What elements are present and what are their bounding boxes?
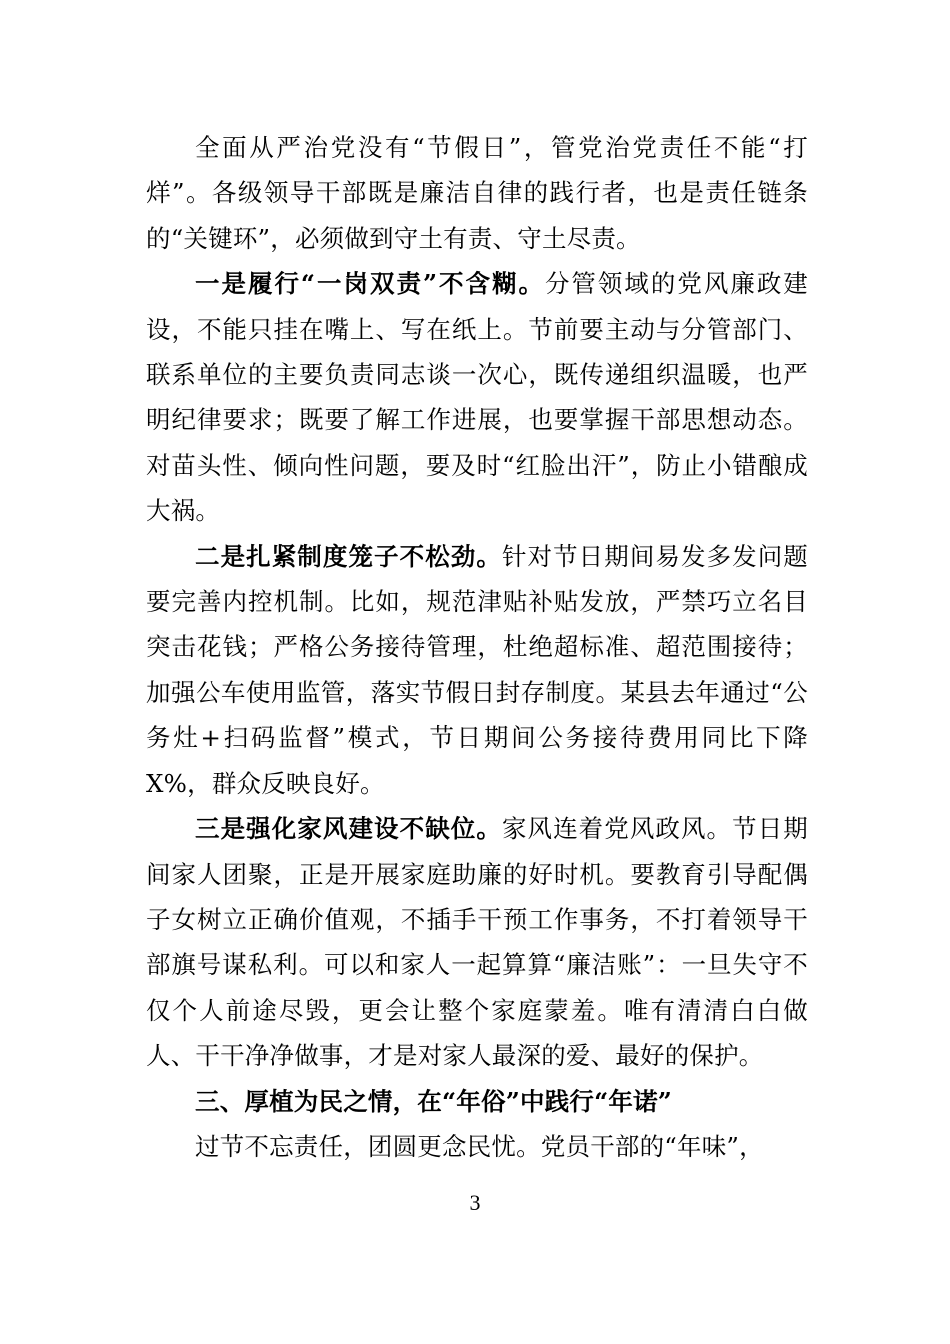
paragraph-text: 分管领域的党风廉政建设，不能只挂在嘴上、写在纸上。节前要主动与分管部门、联系单位的主要负责同志谈一次心，既传递组织温暖，也严明纪律要求；既要了解工作进展，也要掌握干部思想动态。对苗头性、倾向性问题，要及时“红脸出汗”，防止小错酿成大祸。	[146, 269, 809, 526]
paragraph-text: 全面从严治党没有“节假日”，管党治党责任不能“打烊”。各级领导干部既是廉洁自律的践行者，也是责任链条的“关键环”，必须做到守土有责、守土尽责。	[146, 133, 808, 253]
paragraph-closing: 过节不忘责任，团圆更念民忧。党员干部的“年味”，	[195, 1131, 764, 1161]
page-number: 3	[469, 1190, 481, 1215]
paragraph-duty	[146, 261, 808, 533]
paragraph-text: 家风连着党风政风。节日期间家人团聚，正是开展家庭助廉的好时机。要教育引导配偶子女树立正确价值观，不插手干预工作事务，不打着领导干部旗号谋私利。可以和家人一起算算“廉洁账”：一旦失守不仅个人前途尽毁，更会让整个家庭蒙羞。唯有清清白白做人、干干净净做事，才是对家人最深的爱、最好的保护。	[146, 814, 808, 1071]
paragraph-lead-bold: 三是强化家风建设不缺位。	[195, 814, 502, 844]
paragraph-system	[146, 534, 808, 806]
paragraph-intro	[146, 125, 808, 261]
paragraph-lead-bold: 二是扎紧制度笼子不松劲。	[195, 541, 502, 571]
paragraph-family	[146, 806, 808, 1078]
section-heading: 三、厚植为民之情，在“年俗”中践行“年诺”	[195, 1086, 673, 1116]
paragraph-lead-bold: 一是履行“一岗双责”不含糊。	[195, 269, 545, 299]
document-body	[146, 125, 808, 1169]
paragraph-text: 针对节日期间易发多发问题要完善内控机制。比如，规范津贴补贴发放，严禁巧立名目突击花钱；严格公务接待管理，杜绝超标准、超范围接待；加强公车使用监管，落实节假日封存制度。某县去年通过“公务灶+扫码监督”模式，节日期间公务接待费用同比下降 X%，群众反映良好。	[146, 541, 808, 798]
